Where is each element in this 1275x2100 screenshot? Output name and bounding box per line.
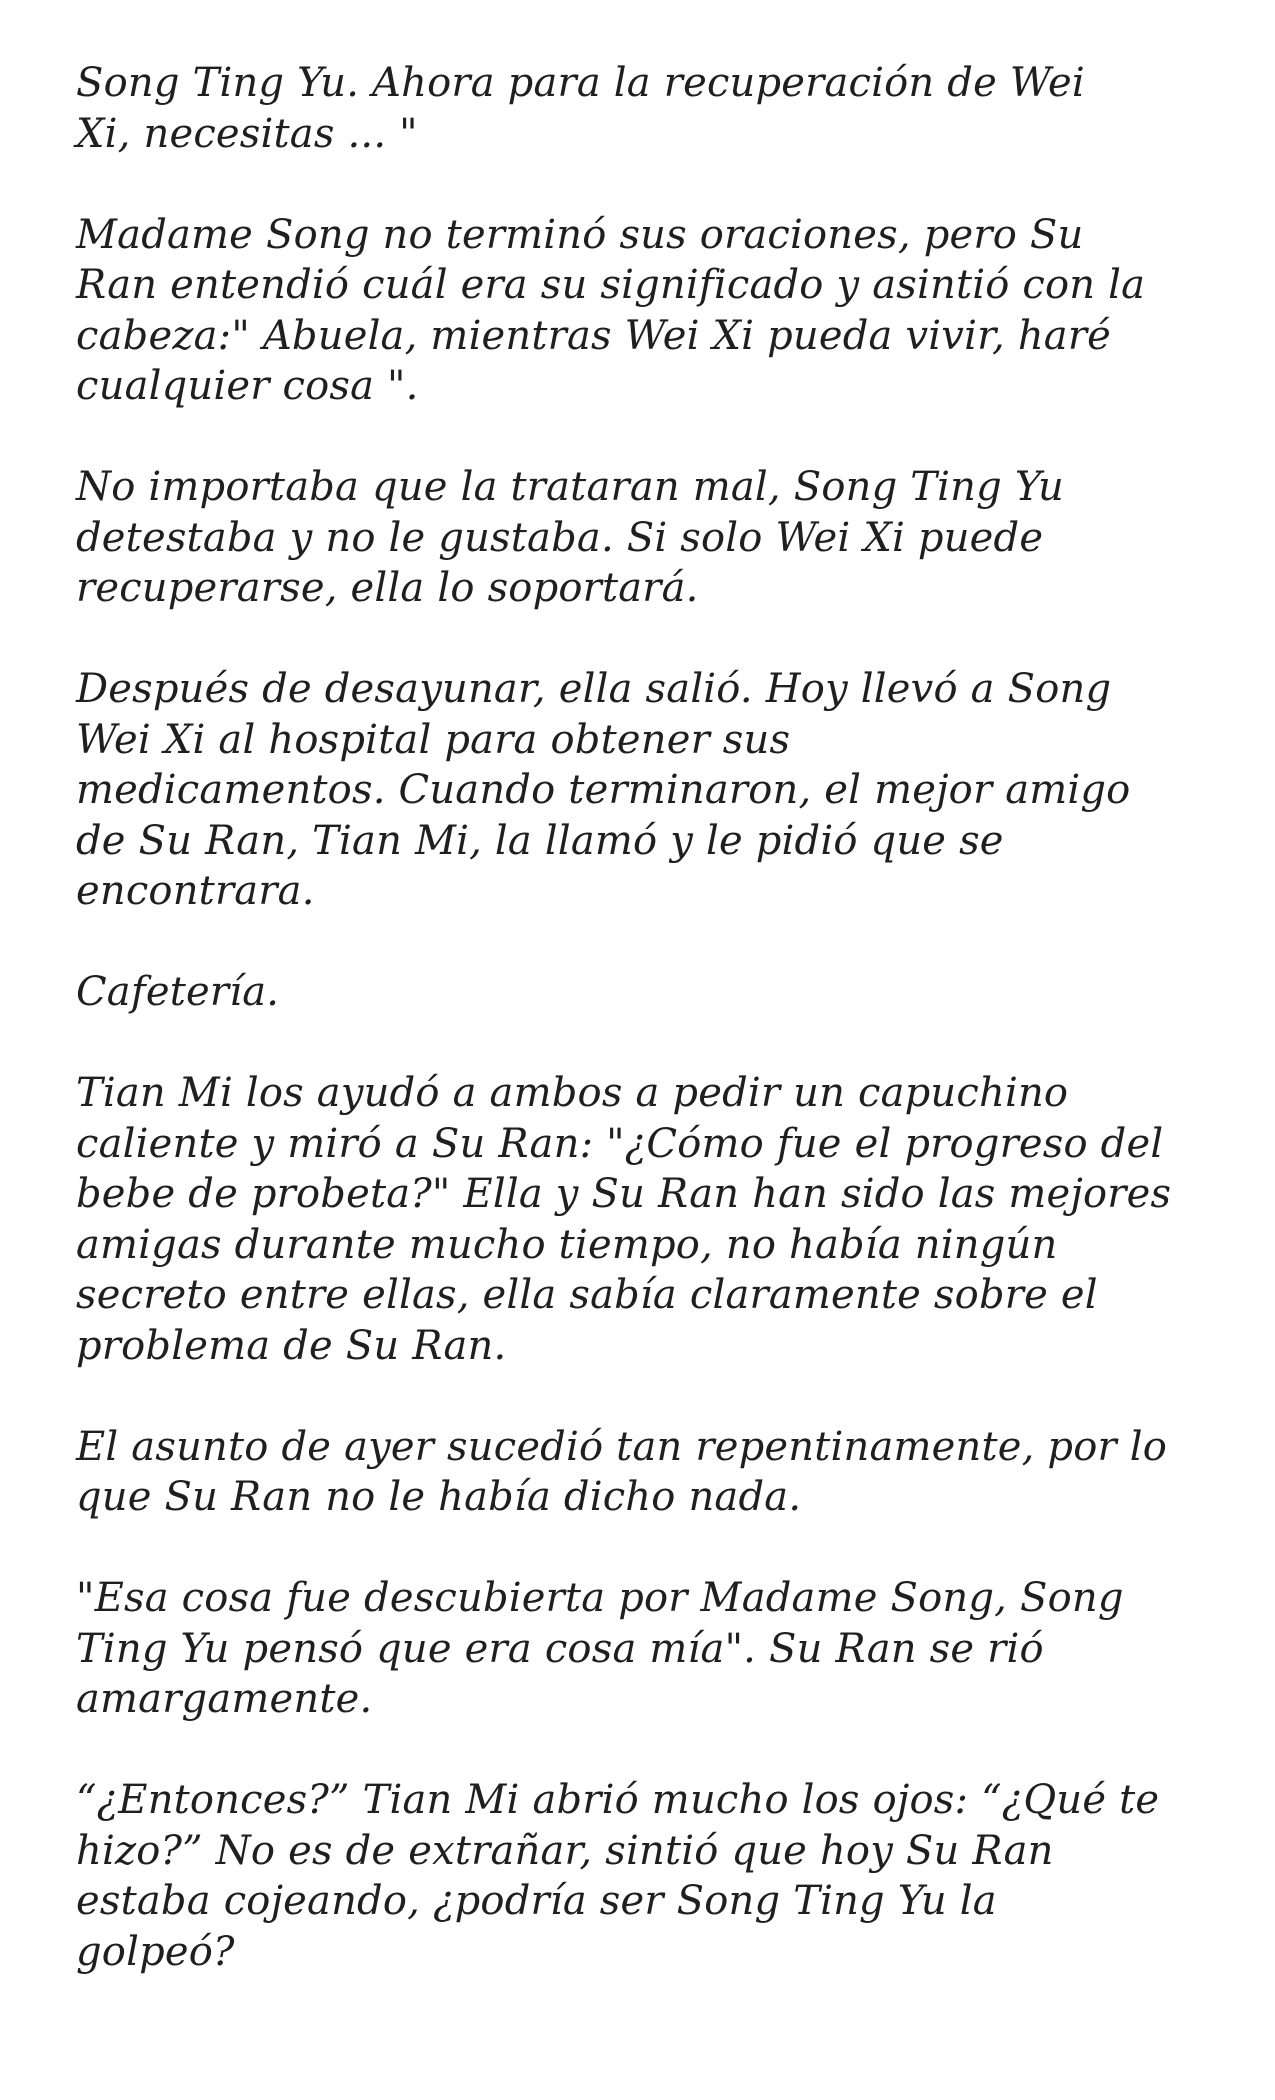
- text-line: Tian Mi los ayudó a ambos a pedir un capuchino: [76, 1070, 1069, 1116]
- paragraph-9: [76, 1775, 1226, 1977]
- text-line: encontrara.: [76, 868, 315, 914]
- paragraph-8: [76, 1573, 1226, 1725]
- text-line: detestaba y no le gustaba. Si solo Wei Xi puede: [76, 514, 1044, 561]
- paragraph-3: [76, 462, 1226, 614]
- text-line: Madame Song no terminó sus oraciones, pero Su: [76, 211, 1084, 258]
- text-line: recuperarse, ella lo soportará.: [76, 565, 699, 611]
- text-line: No importaba que la trataran mal, Song Ting Yu: [76, 464, 1064, 510]
- text-line: Ran entendió cuál era su significado y asintió con la: [76, 262, 1146, 308]
- text-line: Cafetería.: [76, 969, 280, 1015]
- text-line: amigas durante mucho tiempo, no había ningún: [76, 1221, 1058, 1268]
- text-line: hizo?” No es de extrañar, sintió que hoy Su Ran: [76, 1827, 1054, 1874]
- paragraph-7: [76, 1422, 1226, 1523]
- paragraph-5: [76, 967, 1226, 1018]
- paragraph-4: [76, 664, 1226, 917]
- text-line: bebe de probeta?" Ella y Su Ran han sido las mejores: [76, 1171, 1172, 1217]
- text-line: cabeza:" Abuela, mientras Wei Xi pueda vivir, haré: [76, 312, 1112, 359]
- text-line: "Esa cosa fue descubierta por Madame Song, Song: [76, 1575, 1124, 1621]
- text-line: estaba cojeando, ¿podría ser Song Ting Yu la: [76, 1878, 997, 1924]
- document-body: [76, 58, 1226, 2028]
- text-line: El asunto de ayer sucedió tan repentinamente, por lo: [76, 1423, 1168, 1470]
- paragraph-6: [76, 1068, 1226, 1371]
- text-line: que Su Ran no le había dicho nada.: [76, 1474, 802, 1520]
- paragraph-1: [76, 58, 1226, 159]
- text-line: cualquier cosa ".: [76, 363, 419, 409]
- text-line: medicamentos. Cuando terminaron, el mejor amigo: [76, 767, 1131, 813]
- text-line: de Su Ran, Tian Mi, la llamó y le pidió que se: [76, 817, 1004, 864]
- text-line: Wei Xi al hospital para obtener sus: [76, 716, 791, 763]
- text-line: problema de Su Ran.: [76, 1322, 507, 1369]
- text-line: Song Ting Yu. Ahora para la recuperación de Wei: [76, 60, 1085, 106]
- text-line: caliente y miró a Su Ran: "¿Cómo fue el progreso del: [76, 1120, 1164, 1167]
- text-line: Después de desayunar, ella salió. Hoy llevó a Song: [76, 666, 1112, 712]
- text-line: golpeó?: [76, 1928, 235, 1975]
- text-line: amargamente.: [76, 1676, 373, 1722]
- text-line: secreto entre ellas, ella sabía claramente sobre el: [76, 1272, 1098, 1318]
- text-line: Xi, necesitas ... ": [76, 110, 418, 157]
- paragraph-2: [76, 210, 1226, 412]
- text-line: Ting Yu pensó que era cosa mía". Su Ran se rió: [76, 1625, 1044, 1672]
- text-line: “¿Entonces?” Tian Mi abrió mucho los ojos: “¿Qué te: [76, 1777, 1160, 1823]
